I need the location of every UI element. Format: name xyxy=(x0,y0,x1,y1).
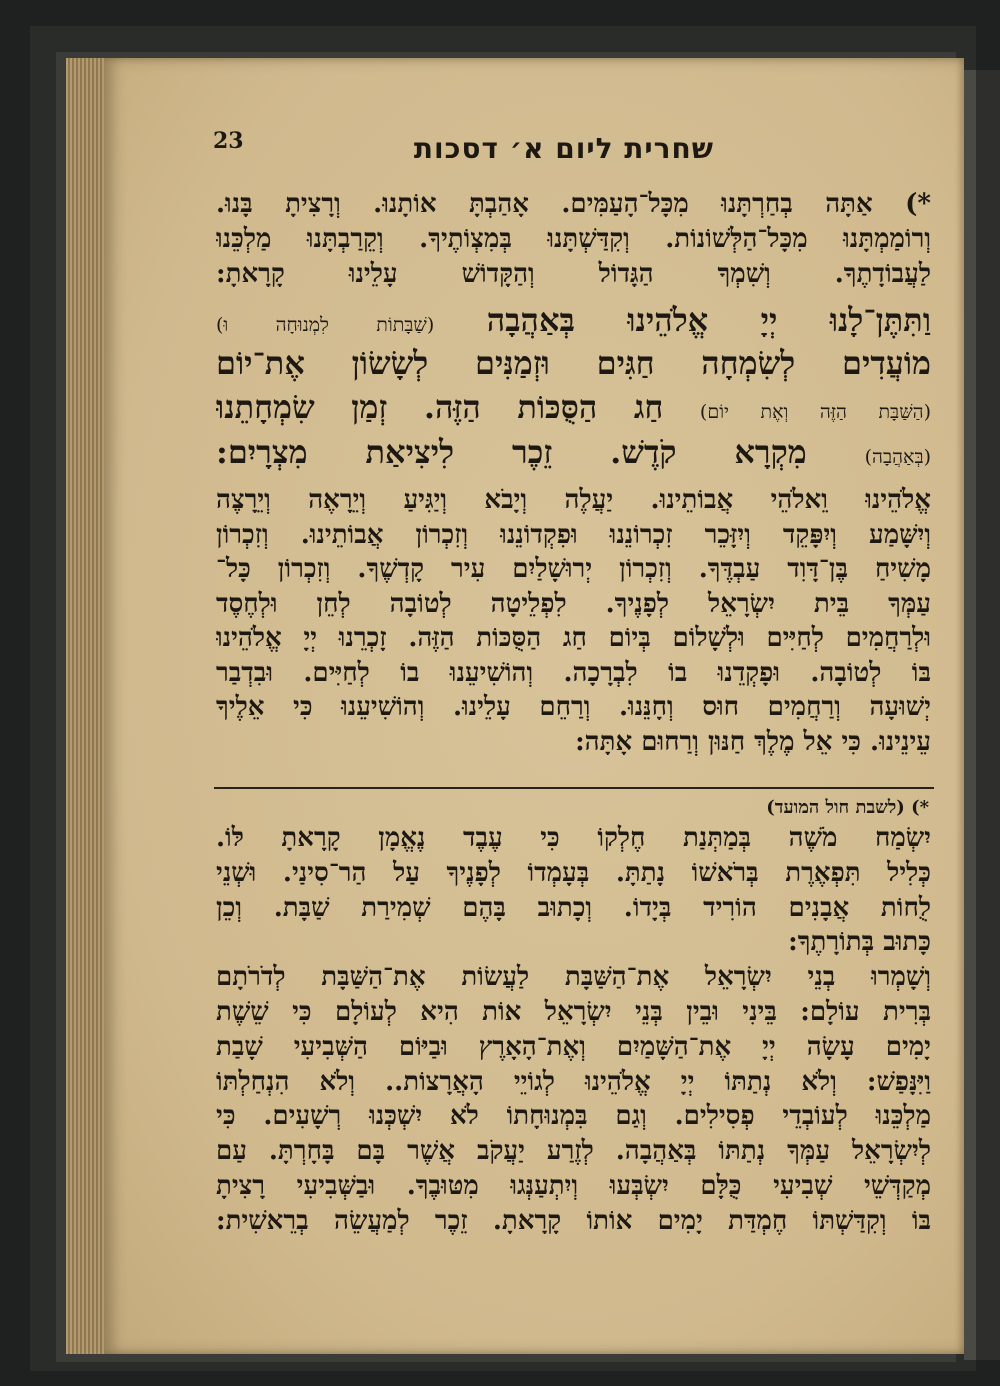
page-title: שחרית ליום א׳ דסכות xyxy=(413,132,714,165)
text-line: וּלְרַחֲמִים לְחַיִּים וּלְשָׁלוֹם בְּיוֹם חַג הַסֻּכּוֹת הַזֶּה. זָכְרֵנוּ יְיָ אֱלֹהֵינוּ xyxy=(216,623,931,653)
text-line-main: מִקְרָא קֹדֶשׁ. זֵכֶר לִיצִיאַת מִצְרָיִם: xyxy=(216,433,807,471)
text-line: מַלְכֵּנוּ לְעוֹבְדֵי פְסִילִים. וְגַם בִּמְנוּחָתוֹ לֹא יִשְׁכְּנוּ רְשָׁעִים. כִּי xyxy=(216,1101,931,1131)
text-line: יִשְׂמַח מֹשֶׁה בְּמַתְּנַת חֶלְקוֹ כִּי עֶבֶד נֶאֱמָן קָרָאתָ לּוֹ. xyxy=(216,823,931,853)
text-line xyxy=(216,430,931,474)
footnote-heading: *) (לשבת חול המועד) xyxy=(766,797,929,818)
text-line-main: חַג הַסֻּכּוֹת הַזֶּה. זְמַן שִׂמְחָתֵנוּ xyxy=(216,388,664,426)
text-line: יָמִים עָשָׂה יְיָ אֶת־הַשָּׁמַיִם וְאֶת־הָאָרֶץ וּבַיּוֹם הַשְּׁבִיעִי שָׁבַת xyxy=(216,1032,931,1062)
text-line-main: וַתִּתֶּן־לָנוּ יְיָ אֱלֹהֵינוּ בְּאַהֲבָה xyxy=(486,301,931,339)
text-line: כְּלִיל תִּפְאֶרֶת בְּרֹאשׁוֹ נָתַתָּ. בְּעָמְדוֹ לְפָנֶיךָ עַל הַר־סִינַי. וּשְׁנֵי xyxy=(216,858,931,888)
text-line: לֻחוֹת אֲבָנִים הוֹרִיד בְּיָדוֹ. וְכָתוּב בָּהֶם שְׁמִירַת שַׁבָּת. וְכֵן xyxy=(216,893,931,923)
page-number: 23 xyxy=(213,128,244,154)
text-line: יְשׁוּעָה וְרַחֲמִים חוּס וְחָנֵּנוּ. וְרַחֵם עָלֵינוּ. וְהוֹשִׁיעֵנוּ כִּי אֵלֶיךָ xyxy=(216,692,931,722)
text-line: מוֹעֲדִים לְשִׂמְחָה חַגִּים וּזְמַנִּים לְשָׂשׂוֹן אֶת־יוֹם xyxy=(216,344,931,382)
text-line: וְרוֹמַמְתָּנוּ מִכָּל־הַלְּשׁוֹנוֹת. וְקִדַּשְׁתָּנוּ בְּמִצְוֹתֶיךָ. וְקֵרַבְתָּנוּ מַלְכֵּנוּ xyxy=(216,224,931,254)
text-line-note: (הַשַּׁבָּת הַזֶּה וְאֶת יוֹם) xyxy=(699,401,931,423)
text-line: בּוֹ וְקִדַּשְׁתּוֹ חֶמְדַּת יָמִים אוֹתוֹ קָרָאתָ. זֵכֶר לְמַעֲשֵׂה בְרֵאשִׁית: xyxy=(216,1206,931,1236)
text-line: כָּתוּב בְּתוֹרָתֶךָ: xyxy=(788,927,931,957)
text-line: לְיִשְׂרָאֵל עַמְּךָ נְתַתּוֹ בְּאַהֲבָה. לְזֶרַע יַעֲקֹב אֲשֶׁר בָּם בָּחָרְתָּ. עַם xyxy=(216,1136,931,1166)
text-line xyxy=(216,385,931,429)
text-line: בּוֹ לְטוֹבָה. וּפָקְדֵנוּ בוֹ לִבְרָכָה. וְהוֹשִׁיעֵנוּ בוֹ לְחַיִּים. וּבִדְבַר xyxy=(216,658,931,688)
text-line: *) אַתָּה בְחַרְתָּנוּ מִכָּל־הָעַמִּים. אָהַבְתָּ אוֹתָנוּ. וְרָצִיתָ בָּנוּ. xyxy=(216,189,931,219)
text-line: וַיִּנָּפַשׁ: וְלֹא נְתַתּוֹ יְיָ אֱלֹהֵינוּ לְגוֹיֵי הָאֲרָצוֹת.. וְלֹא הִנְחַלְתּוֹ xyxy=(216,1067,931,1097)
text-line: וְיִשָּׁמַע וְיִפָּקֵד וְיִזָּכֵר זִכְרוֹנֵנוּ וּפִקְדוֹנֵנוּ וְזִכְרוֹן אֲבוֹתֵינוּ. וְזִכְרוֹן xyxy=(216,520,931,550)
facing-page-shadow xyxy=(976,70,1000,1360)
text-line-note: (בְּאַהֲבָה) xyxy=(864,446,931,468)
text-line: מָשִׁיחַ בֶּן־דָּוִד עַבְדֶּךָ. וְזִכְרוֹן יְרוּשָׁלַיִם עִיר קָדְשֶׁךָ. וְזִכְרוֹן כָּל־ xyxy=(216,554,931,584)
text-line: עַמְּךָ בֵּית יִשְׂרָאֵל לְפָנֶיךָ. לִפְלֵיטָה לְטוֹבָה לְחֵן וּלְחֶסֶד xyxy=(216,589,931,619)
text-line: עֵינֵינוּ. כִּי אֵל מֶלֶךְ חַנּוּן וְרַחוּם אָתָּה: xyxy=(575,727,931,757)
page-leaves xyxy=(66,58,108,1354)
text-line: וְשָׁמְרוּ בְנֵי יִשְׂרָאֵל אֶת־הַשַּׁבָּת לַעֲשׂוֹת אֶת־הַשַּׁבָּת לְדֹרֹתָם xyxy=(216,962,931,992)
text-line: מְקַדְּשֵׁי שְׁבִיעִי כֻּלָּם יִשְׂבְּעוּ וְיִתְעַנְּגוּ מִטּוּבֶךָ. וּבַשְּׁבִיעִי רָצִיתָ xyxy=(216,1171,931,1201)
text-line-note: (שַׁבָּתוֹת לִמְנוּחָה וּ) xyxy=(216,314,435,336)
text-line xyxy=(216,298,931,342)
text-line: לַעֲבוֹדָתֶךָ. וְשִׁמְךָ הַגָּדוֹל וְהַקָּדוֹשׁ עָלֵינוּ קָרָאתָ: xyxy=(216,259,931,289)
text-line: אֱלֹהֵינוּ וֵאלֹהֵי אֲבוֹתֵינוּ. יַעֲלֶה וְיָבֹא וְיַגִּיעַ וְיֵרָאֶה וְיֵרָצֶה xyxy=(216,485,931,515)
footnote-divider xyxy=(214,787,934,789)
text-line: בְּרִית עוֹלָם: בֵּינִי וּבֵין בְּנֵי יִשְׂרָאֵל אוֹת הִיא לְעוֹלָם כִּי שֵׁשֶׁת xyxy=(216,997,931,1027)
